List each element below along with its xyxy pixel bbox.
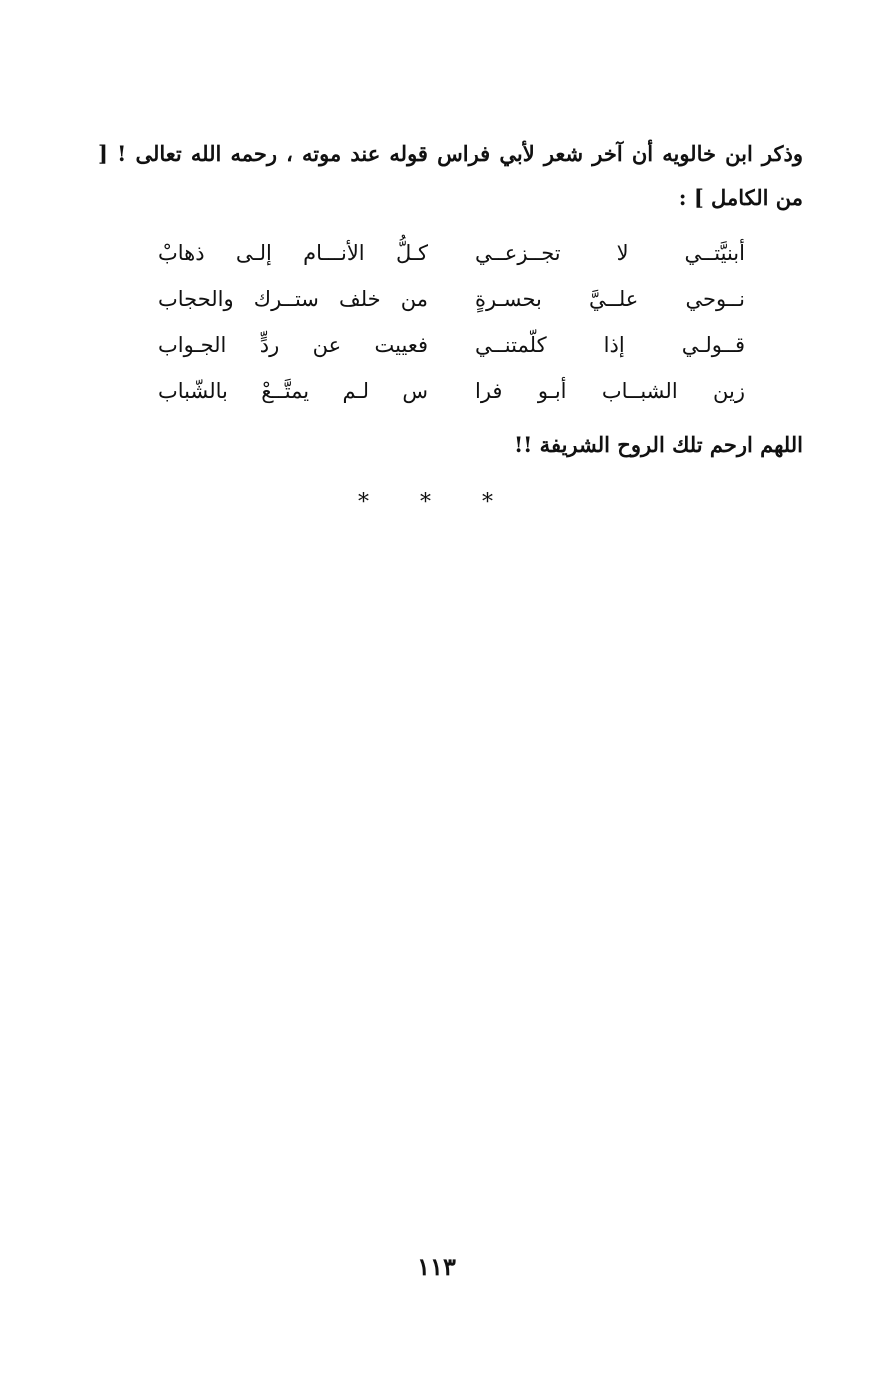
poem-hemistich-second: كـلُّ الأنـــام إلـى ذهابْ: [158, 241, 428, 265]
poem: [158, 230, 745, 414]
poem-hemistich-first: نــوحي علــيَّ بحسـرةٍ: [475, 287, 745, 311]
poem-verse: [158, 276, 745, 322]
poem-hemistich-first: أبنيَّتــي لا تجــزعــي: [475, 241, 745, 265]
poem-verse: [158, 368, 745, 414]
poem-hemistich-second: س لـم يمتَّــعْ بالشّباب: [158, 379, 428, 403]
poem-verse: [158, 322, 745, 368]
section-separator: * * *: [358, 490, 515, 515]
poem-hemistich-first: قــولـي إذا كلّمتنــي: [475, 333, 745, 357]
poem-hemistich-first: زين الشبــاب أبـو فرا: [475, 379, 745, 403]
poem-hemistich-second: من خلف ستــرك والحجاب: [158, 287, 428, 311]
closing-prayer: اللهم ارحم تلك الروح الشريفة !!: [513, 432, 803, 457]
page-number: ١١٣: [417, 1252, 456, 1281]
poem-hemistich-second: فعييت عن ردٍّ الجـواب: [158, 333, 428, 357]
intro-paragraph: وذكر ابن خالويه أن آخر شعر لأبي فراس قوله عند موته ، رحمه الله تعالى ! [ من الكامل ] :: [98, 141, 803, 210]
poem-verse: [158, 230, 745, 276]
